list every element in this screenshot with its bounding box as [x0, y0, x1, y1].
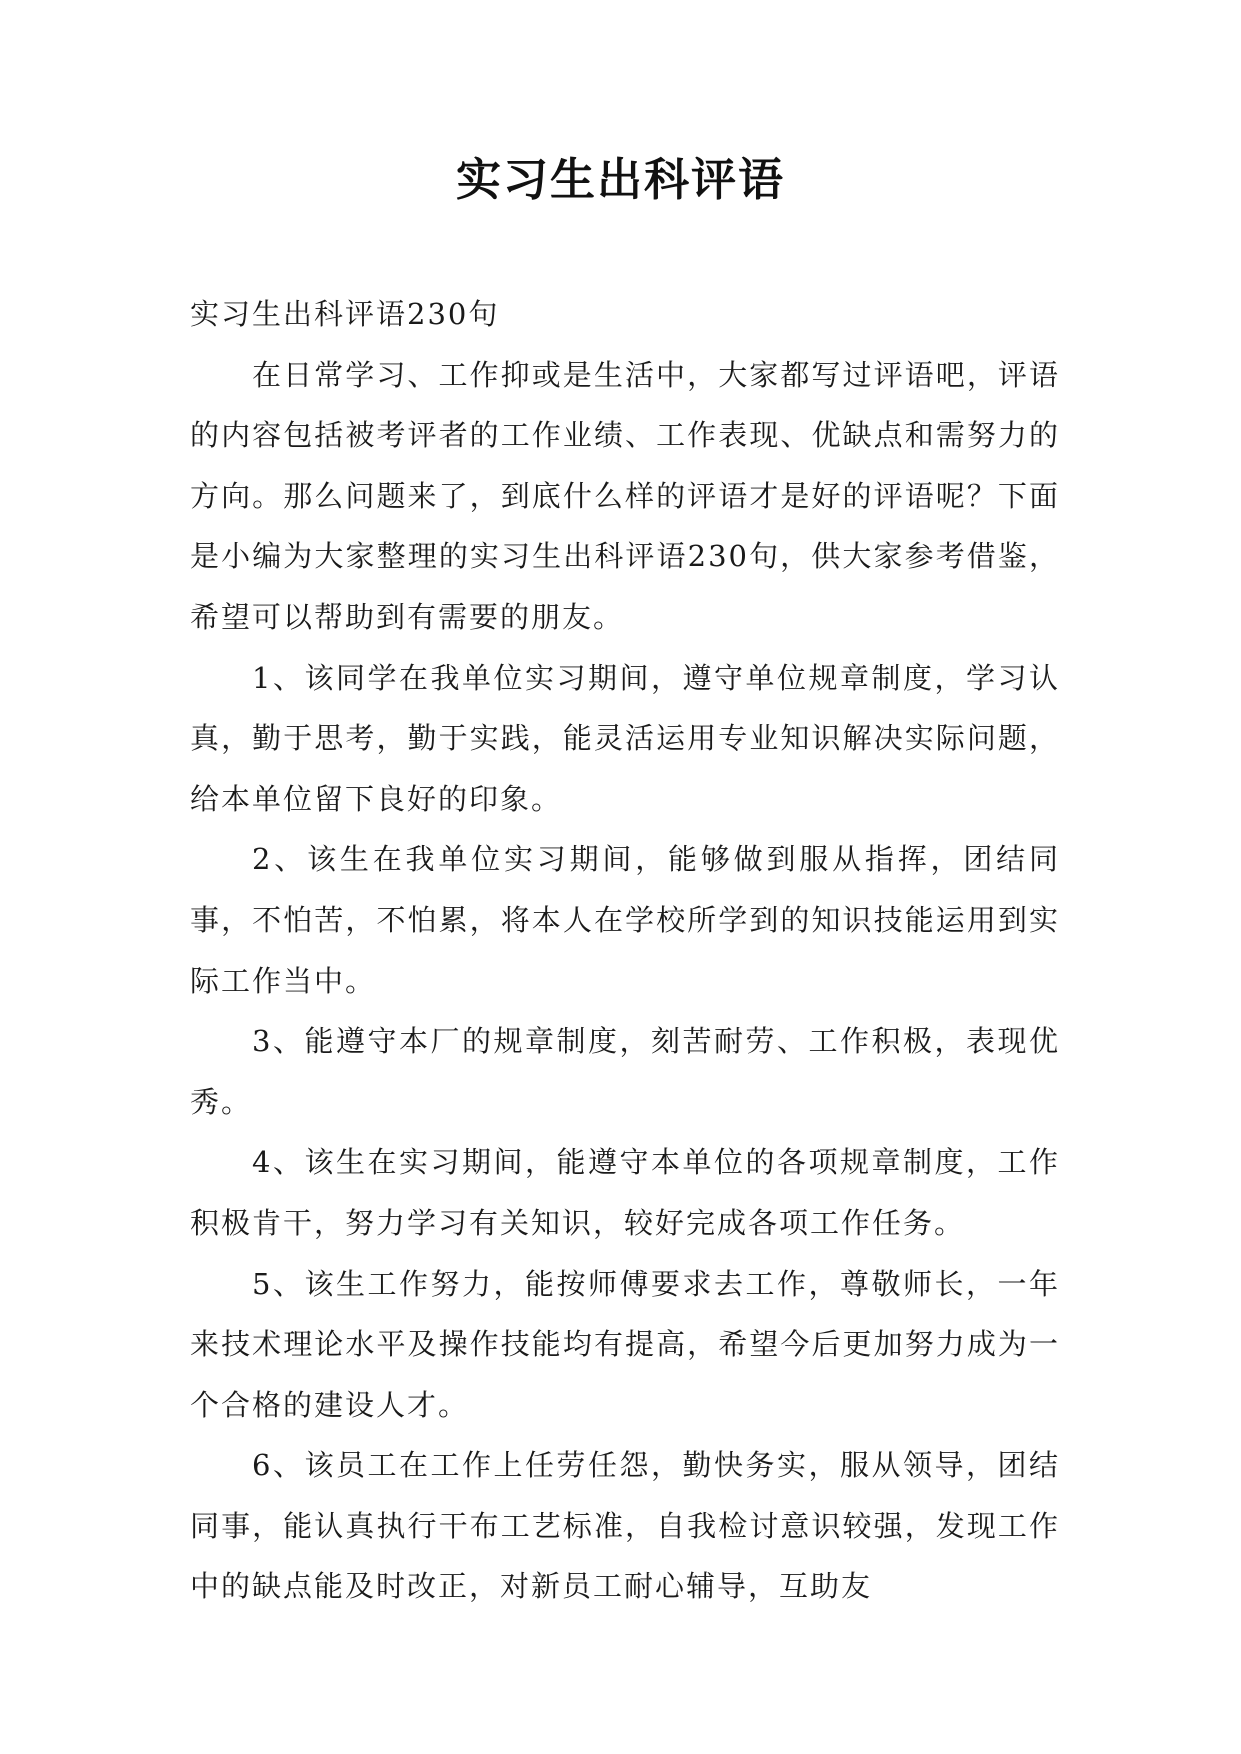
- paragraph-item-3: 3、能遵守本厂的规章制度，刻苦耐劳、工作积极，表现优秀。: [190, 1024, 1060, 1119]
- paragraph-intro: 在日常学习、工作抑或是生活中，大家都写过评语吧，评语的内容包括被考评者的工作业绩、工作表现、优缺点和需努力的方向。那么问题来了，到底什么样的评语才是好的评语呢？下面是小编为大家整理的实习生出科评语230句，供大家参考借鉴，希望可以帮助到有需要的朋友。: [190, 357, 1060, 634]
- document-subtitle: 实习生出科评语230句: [190, 297, 500, 331]
- paragraph-item-4: 4、该生在实习期间，能遵守本单位的各项规章制度，工作积极肯干，努力学习有关知识，较好完成各项工作任务。: [190, 1145, 1060, 1240]
- paragraph-item-6: 6、该员工在工作上任劳任怨，勤快务实，服从领导，团结同事，能认真执行干布工艺标准，自我检讨意识较强，发现工作中的缺点能及时改正，对新员工耐心辅导，互助友: [190, 1448, 1060, 1604]
- paragraph-item-1: 1、该同学在我单位实习期间，遵守单位规章制度，学习认真，勤于思考，勤于实践，能灵活运用专业知识解决实际问题，给本单位留下良好的印象。: [190, 660, 1060, 816]
- document-title: 实习生出科评语: [455, 153, 785, 206]
- paragraph-item-2: 2、该生在我单位实习期间，能够做到服从指挥，团结同事，不怕苦，不怕累，将本人在学校所学到的知识技能运用到实际工作当中。: [190, 842, 1060, 998]
- paragraph-item-5: 5、该生工作努力，能按师傅要求去工作，尊敬师长，一年来技术理论水平及操作技能均有提高，希望今后更加努力成为一个合格的建设人才。: [190, 1266, 1060, 1422]
- document-body: [190, 284, 1060, 1617]
